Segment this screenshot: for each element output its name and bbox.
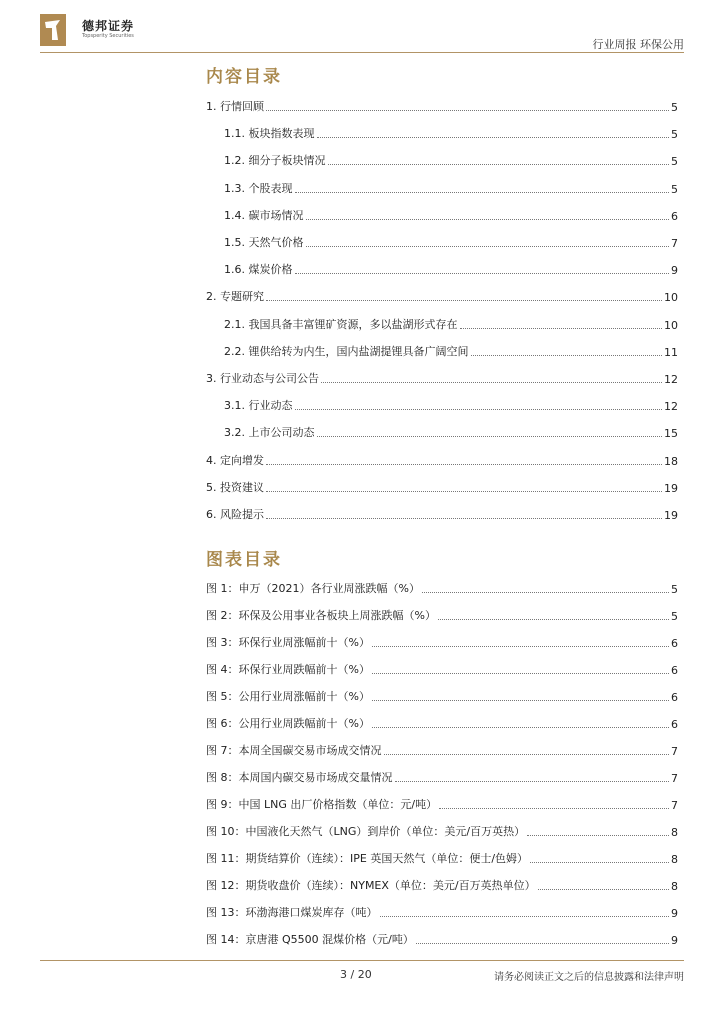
legal-disclaimer: 请务必阅读正文之后的信息披露和法律声明 <box>494 972 684 983</box>
entry-page-number: 10 <box>664 318 678 332</box>
entry-page-number: 9 <box>671 934 678 947</box>
toc-entry[interactable] <box>206 209 678 223</box>
entry-page-number: 6 <box>671 691 678 704</box>
entry-label: 1.3. 个股表现 <box>224 181 293 195</box>
entry-label: 1.5. 天然气价格 <box>224 236 304 249</box>
dot-leader <box>372 700 669 701</box>
dot-leader <box>266 300 662 301</box>
entry-page-number: 19 <box>664 481 678 495</box>
toc-entry[interactable] <box>206 454 678 468</box>
entry-page-number: 5 <box>671 182 678 196</box>
dot-leader <box>306 219 670 220</box>
toc-entry[interactable] <box>206 399 678 413</box>
entry-page-number: 8 <box>671 853 678 866</box>
dot-leader <box>266 464 662 465</box>
dot-leader <box>438 619 669 620</box>
entry-label: 图 1：申万（2021）各行业周涨跌幅（%） <box>206 582 420 595</box>
entry-label: 3. 行业动态与公司公告 <box>206 372 319 385</box>
entry-label: 图 12：期货收盘价（连续）：NYMEX（单位：美元/百万英热单位） <box>206 879 536 892</box>
dot-leader <box>530 862 669 863</box>
entry-label: 图 4：环保行业周跌幅前十（%） <box>206 663 370 676</box>
contents-title: 内容目录 <box>206 67 282 87</box>
entry-page-number: 5 <box>671 583 678 596</box>
dot-leader <box>328 164 670 165</box>
entry-label: 图 6：公用行业周跌幅前十（%） <box>206 717 370 730</box>
entry-label: 3.2. 上市公司动态 <box>224 426 315 440</box>
report-category: 行业周报 环保公用 <box>592 38 684 51</box>
dot-leader <box>295 273 670 274</box>
dot-leader <box>380 916 670 917</box>
toc-entry[interactable] <box>206 100 678 114</box>
entry-page-number: 9 <box>671 264 678 278</box>
brand-name-english: Topsperity Securities <box>82 33 134 39</box>
dot-leader <box>372 727 669 728</box>
dot-leader <box>416 943 669 944</box>
entry-page-number: 19 <box>664 509 678 522</box>
entry-page-number: 7 <box>671 799 678 812</box>
footer-divider <box>40 960 684 961</box>
dot-leader <box>317 436 663 437</box>
figure-entry[interactable] <box>206 582 678 596</box>
entry-label: 1. 行情回顾 <box>206 100 264 113</box>
entry-page-number: 18 <box>664 454 678 468</box>
figure-entry[interactable] <box>206 609 678 623</box>
toc-entry[interactable] <box>206 508 678 522</box>
entry-page-number: 6 <box>671 637 678 650</box>
entry-page-number: 6 <box>671 718 678 731</box>
figure-entry[interactable] <box>206 744 678 758</box>
entry-label: 2. 专题研究 <box>206 290 264 304</box>
dot-leader <box>471 355 663 356</box>
figure-entry[interactable] <box>206 879 678 893</box>
dot-leader <box>422 592 669 593</box>
entry-label: 1.4. 碳市场情况 <box>224 208 304 222</box>
entry-page-number: 11 <box>664 345 678 359</box>
figure-entry[interactable] <box>206 933 678 947</box>
dot-leader <box>439 808 669 809</box>
entry-page-number: 8 <box>671 880 678 893</box>
entry-label: 1.1. 板块指数表现 <box>224 127 315 141</box>
dot-leader <box>538 889 669 890</box>
entry-label: 3.1. 行业动态 <box>224 399 293 413</box>
entry-page-number: 9 <box>671 907 678 920</box>
entry-label: 图 10：中国液化天然气（LNG）到岸价（单位：美元/百万英热） <box>206 825 526 838</box>
figure-entry[interactable] <box>206 636 678 650</box>
dot-leader <box>317 137 670 138</box>
entry-label: 5. 投资建议 <box>206 480 264 494</box>
toc-entry[interactable] <box>206 345 678 359</box>
toc-entry[interactable] <box>206 481 678 495</box>
entry-label: 图 8：本周国内碳交易市场成交量情况 <box>206 771 393 784</box>
entry-label: 图 2：环保及公用事业各板块上周涨跌幅（%） <box>206 609 436 622</box>
entry-label: 图 7：本周全国碳交易市场成交情况 <box>206 744 382 757</box>
dot-leader <box>306 246 670 247</box>
toc-entry[interactable] <box>206 127 678 141</box>
entry-label: 2.1. 我国具备丰富锂矿资源，多以盐湖形式存在 <box>224 317 458 331</box>
entry-label: 2.2. 锂供给转为内生，国内盐湖提锂具备广阔空间 <box>224 344 469 358</box>
toc-entry[interactable] <box>206 426 678 440</box>
dot-leader <box>460 328 663 329</box>
figure-entry[interactable] <box>206 771 678 785</box>
entry-page-number: 8 <box>671 826 678 839</box>
entry-page-number: 5 <box>671 128 678 142</box>
entry-label: 图 9：中国 LNG 出厂价格指数（单位：元/吨） <box>206 798 438 811</box>
entry-label: 4. 定向增发 <box>206 453 264 467</box>
toc-entry[interactable] <box>206 290 678 304</box>
dot-leader <box>266 110 669 111</box>
entry-label: 1.6. 煤炭价格 <box>224 263 293 277</box>
entry-page-number: 6 <box>671 664 678 677</box>
figure-entry[interactable] <box>206 717 678 731</box>
dot-leader <box>295 409 663 410</box>
entry-page-number: 6 <box>671 209 678 223</box>
toc-entry[interactable] <box>206 182 678 196</box>
figure-entry[interactable] <box>206 798 678 812</box>
dot-leader <box>395 781 670 782</box>
dot-leader <box>295 192 670 193</box>
page-header <box>40 14 684 54</box>
entry-label: 图 3：环保行业周涨幅前十（%） <box>206 636 370 649</box>
entry-page-number: 7 <box>671 237 678 250</box>
entry-page-number: 15 <box>664 427 678 441</box>
header-divider <box>40 52 684 53</box>
dot-leader <box>372 673 669 674</box>
entry-page-number: 7 <box>671 745 678 758</box>
entry-label: 图 14：京唐港 Q5500 混煤价格（元/吨） <box>206 933 414 946</box>
toc-entry[interactable] <box>206 263 678 277</box>
dot-leader <box>266 518 662 519</box>
figure-entry[interactable] <box>206 852 678 866</box>
entry-label: 6. 风险提示 <box>206 508 264 521</box>
entry-label: 图 13：环渤海港口煤炭库存（吨） <box>206 906 378 919</box>
entry-page-number: 5 <box>671 101 678 114</box>
dot-leader <box>372 646 669 647</box>
page-number: 3 / 20 <box>340 968 372 981</box>
figures-title: 图表目录 <box>206 550 282 570</box>
entry-label: 图 11：期货结算价（连续）：IPE 英国天然气（单位：便士/色姆） <box>206 852 529 865</box>
dot-leader <box>384 754 670 755</box>
toc-entry[interactable] <box>206 372 678 386</box>
entry-page-number: 5 <box>671 610 678 623</box>
dot-leader <box>321 382 662 383</box>
entry-label: 1.2. 细分子板块情况 <box>224 154 326 168</box>
entry-page-number: 10 <box>664 291 678 305</box>
figure-entry[interactable] <box>206 663 678 677</box>
dot-leader <box>266 491 662 492</box>
figure-entry[interactable] <box>206 906 678 920</box>
toc-entry[interactable] <box>206 236 678 250</box>
entry-label: 图 5：公用行业周涨幅前十（%） <box>206 690 370 703</box>
figure-entry[interactable] <box>206 825 678 839</box>
toc-entry[interactable] <box>206 318 678 332</box>
entry-page-number: 7 <box>671 772 678 785</box>
company-logo-icon <box>40 14 66 46</box>
entry-page-number: 12 <box>664 400 678 414</box>
figure-entry[interactable] <box>206 690 678 704</box>
dot-leader <box>527 835 669 836</box>
brand-name: 德邦证券 <box>82 19 135 33</box>
toc-entry[interactable] <box>206 154 678 168</box>
entry-page-number: 5 <box>671 155 678 169</box>
entry-page-number: 12 <box>664 373 678 386</box>
